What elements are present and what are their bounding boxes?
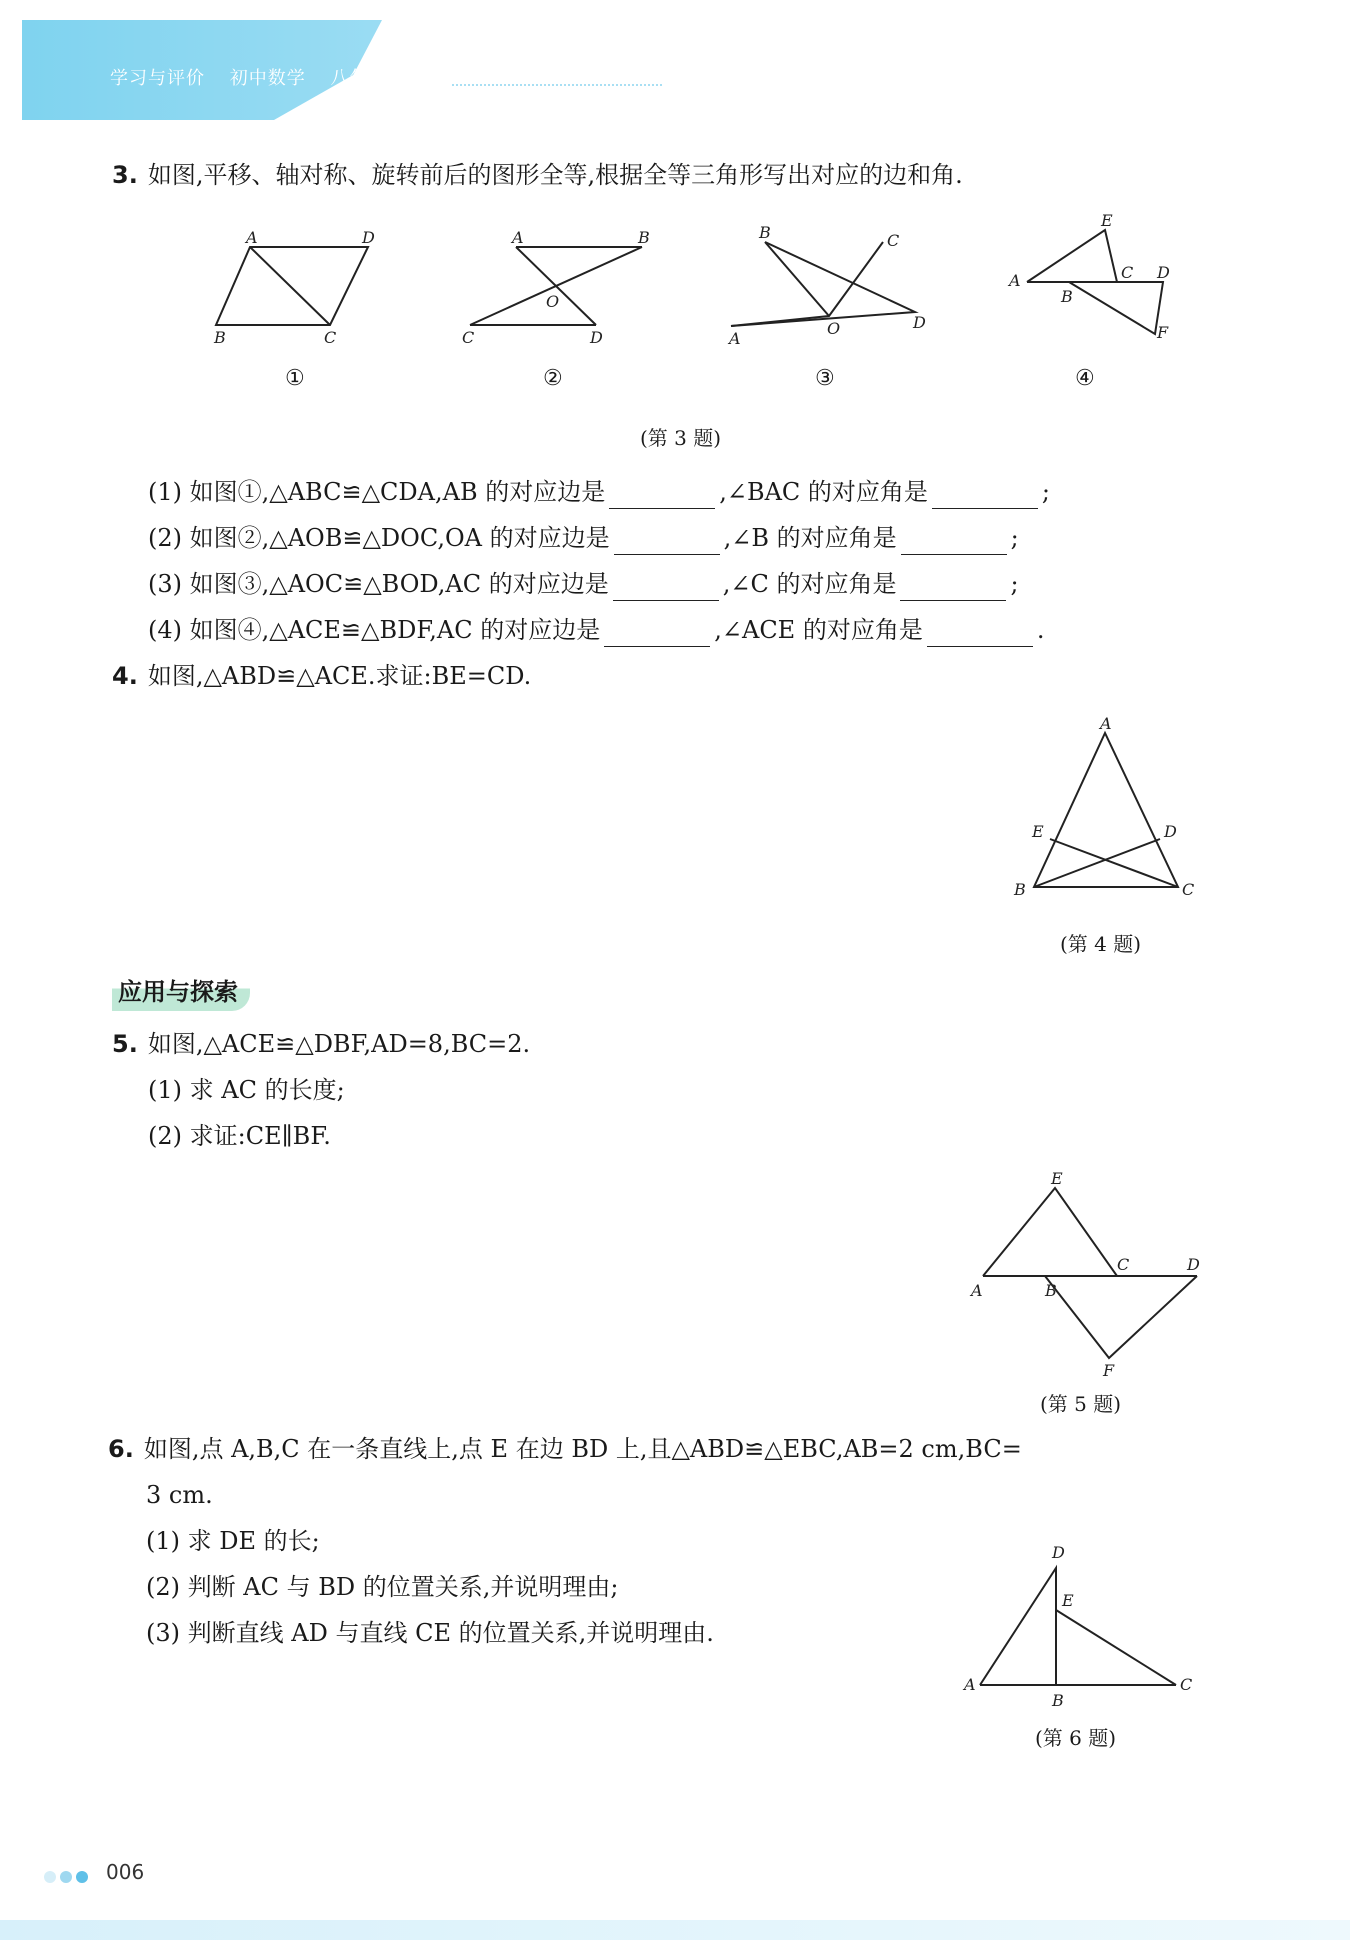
q4-label-d: D [1164,822,1177,841]
page-number: 006 [106,1860,145,1884]
q6-text-line2: 3 cm. [146,1481,213,1509]
q3-part-1: (1) 如图①,△ABC≌△CDA,AB 的对应边是 ,∠BAC 的对应角是 ; [148,475,1050,509]
q3-number: 3. [112,161,138,189]
q3-part-4: (4) 如图④,△ACE≌△BDF,AC 的对应边是 ,∠ACE 的对应角是 . [148,613,1044,647]
fig4-label-a: A [1009,271,1021,290]
q5-caption: (第 5 题) [1040,1392,1122,1416]
header-dotted-line [452,84,662,86]
answer-blank[interactable] [927,620,1033,647]
q5-label-e: E [1051,1169,1063,1188]
fig2-number: ② [543,366,563,391]
fig1-number: ① [285,366,305,391]
q3-figure-1 [210,225,380,345]
fig2-label-c: C [462,328,475,347]
fig2-label-o: O [546,292,560,311]
fig3-label-b: B [759,223,771,242]
q5-label-c: C [1117,1255,1130,1274]
fig4-label-d: D [1157,263,1170,282]
q6-figure [960,1540,1200,1710]
fig1-label-c: C [324,328,337,347]
answer-blank[interactable] [613,574,719,601]
fig4-label-b: B [1061,287,1073,306]
fig2-label-d: D [590,328,603,347]
q4-stem [112,659,531,693]
fig4-label-c: C [1121,263,1134,282]
q3-part-2: (2) 如图②,△AOB≌△DOC,OA 的对应边是 ,∠B 的对应角是 ; [148,521,1019,555]
q3-figure-4 [1005,210,1190,350]
q6-number: 6. [108,1435,134,1463]
fig4-label-f: F [1157,323,1169,342]
q5-part-1: (1) 求 AC 的长度; [148,1076,345,1104]
header-series: 学习与评价 [110,68,205,89]
q4-label-b: B [1014,880,1026,899]
q5-figure [965,1170,1205,1380]
q3-stem [112,158,963,192]
fig3-label-d: D [913,313,926,332]
section-title: 应用与探索 [112,970,250,1011]
answer-blank[interactable] [901,528,1007,555]
fig3-label-o: O [827,319,841,338]
q4-number: 4. [112,662,138,690]
fig4-number: ④ [1075,366,1095,391]
q6-label-b: B [1052,1691,1064,1710]
fig1-label-b: B [214,328,226,347]
answer-blank[interactable] [614,528,720,555]
q6-stem [108,1432,1022,1466]
footer-dot [44,1871,56,1883]
q6-part-1: (1) 求 DE 的长; [146,1527,320,1555]
q4-label-c: C [1182,880,1195,899]
q6-label-a: A [964,1675,976,1694]
fig3-number: ③ [815,366,835,391]
q5-number: 5. [112,1030,138,1058]
fig1-label-d: D [362,228,375,247]
q4-figure [1010,714,1210,899]
q3-caption: (第 3 题) [640,426,722,450]
fig2-label-a: A [512,228,524,247]
q6-label-d: D [1052,1543,1065,1562]
footer-dot [76,1871,88,1883]
q6-part-2: (2) 判断 AC 与 BD 的位置关系,并说明理由; [146,1573,619,1601]
header-subject: 初中数学 [229,68,306,89]
q5-part-2: (2) 求证:CE∥BF. [148,1122,331,1150]
footer-dots [44,1868,92,1887]
q3-figure-2 [460,225,650,345]
q5-text: 如图,△ACE≌△DBF,AD=8,BC=2. [147,1030,531,1058]
q5-label-d: D [1187,1255,1200,1274]
fig1-label-a: A [246,228,258,247]
fig2-label-b: B [638,228,650,247]
q6-label-e: E [1062,1591,1074,1610]
fig3-label-c: C [887,231,900,250]
q6-label-c: C [1180,1675,1193,1694]
fig4-label-e: E [1101,211,1113,230]
q3-figure-3 [725,220,926,348]
q6-caption: (第 6 题) [1035,1726,1117,1750]
answer-blank[interactable] [900,574,1006,601]
q4-label-a: A [1100,714,1112,733]
q4-label-e: E [1032,822,1044,841]
q5-label-b: B [1045,1281,1057,1300]
header-title [110,64,443,90]
q4-caption: (第 4 题) [1060,932,1142,956]
answer-blank[interactable] [609,482,715,509]
q4-text: 如图,△ABD≌△ACE.求证:BE=CD. [147,662,532,690]
header-grade: 八年级上册 [330,68,426,89]
answer-blank[interactable] [604,620,710,647]
q6-part-3: (3) 判断直线 AD 与直线 CE 的位置关系,并说明理由. [146,1619,714,1647]
footer-dot [60,1871,72,1883]
q5-stem [112,1027,530,1061]
footer-band [0,1920,1350,1940]
q6-text-line1: 如图,点 A,B,C 在一条直线上,点 E 在边 BD 上,且△ABD≌△EBC,AB=2 cm,BC= [143,1435,1022,1463]
q5-label-a: A [971,1281,983,1300]
q3-part-3: (3) 如图③,△AOC≌△BOD,AC 的对应边是 ,∠C 的对应角是 ; [148,567,1019,601]
q5-label-f: F [1103,1361,1115,1380]
answer-blank[interactable] [932,482,1038,509]
q3-text: 如图,平移、轴对称、旋转前后的图形全等,根据全等三角形写出对应的边和角. [147,161,963,189]
fig3-label-a: A [729,329,741,348]
